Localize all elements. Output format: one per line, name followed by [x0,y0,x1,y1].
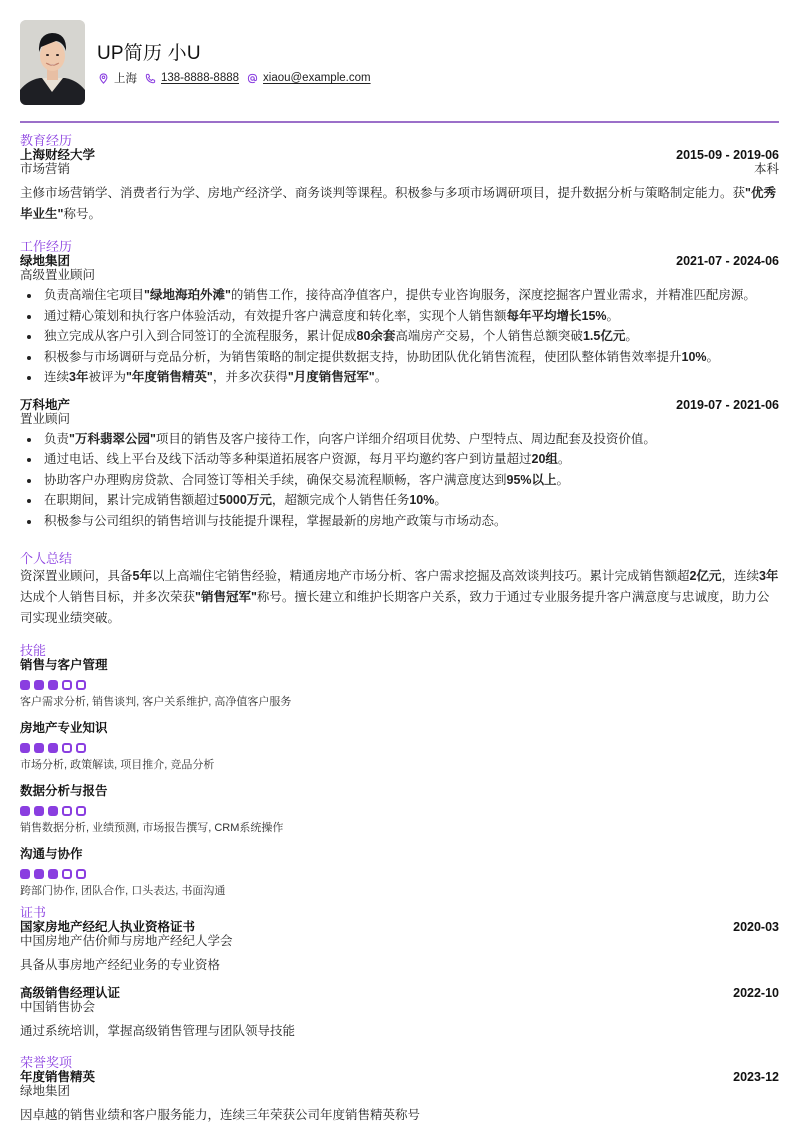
avatar [20,20,85,105]
empty-dot-icon [62,743,72,753]
filled-dot-icon [34,869,44,879]
education-dates: 2015-09 - 2019-06 [676,148,779,162]
bullet-item: 协助客户办理购房贷款、合同签订等相关手续，确保交易流程顺畅，客户满意度达到95%以上。 [20,470,779,491]
at-sign-icon [247,73,258,84]
empty-dot-icon [62,869,72,879]
empty-dot-icon [76,806,86,816]
empty-dot-icon [62,806,72,816]
resume-header [20,0,779,122]
major: 市场营销 [20,162,71,176]
filled-dot-icon [34,806,44,816]
certificate-date: 2020-03 [733,920,779,934]
school-name: 上海财经大学 [20,148,96,162]
resume-page [20,0,779,1122]
skill-name: 房地产专业知识 [20,721,108,735]
job-entry [20,398,779,532]
skills-list [20,658,779,898]
certificate-issuer: 中国房地产估价师与房地产经纪人学会 [20,934,233,948]
phone-icon [145,73,156,84]
summary-text: 资深置业顾问，具备5年以上高端住宅销售经验，精通房地产市场分析、客户需求挖掘及高效谈判技巧。累计完成销售额超2亿元，连续3年达成个人销售目标，并多次荣获"销售冠军"称号。擅长建立和维护长期客户关系，致力于通过专业服务提升客户满意度与忠诚度，助力公司实现业绩突破。 [20,569,779,625]
email [247,72,371,84]
bullet-item: 通过电话、线上平台及线下活动等多种渠道拓展客户资源，每月平均邀约客户到访量超过20组。 [20,449,779,470]
skill-name: 数据分析与报告 [20,784,108,798]
phone-link[interactable]: 138-8888-8888 [161,72,240,84]
education-header-row [20,148,779,162]
text: 主修市场营销学、消费者行为学、房地产经济学、商务谈判等课程。积极参与多项市场调研项目，提升数据分析与策略制定能力。获 [20,186,746,200]
filled-dot-icon [48,680,58,690]
section-title-certificates: 证书 [20,905,47,920]
company-name: 万科地产 [20,397,71,412]
location-text: 上海 [114,73,137,85]
skill-name: 沟通与协作 [20,847,83,861]
certificate-entry [20,986,779,1042]
filled-dot-icon [48,743,58,753]
skill-level-rating [20,743,779,753]
certificate-name: 高级销售经理认证 [20,986,121,1000]
filled-dot-icon [48,806,58,816]
skill-keywords: 市场分析, 政策解读, 项目推介, 竞品分析 [20,759,215,771]
bullet-item: 积极参与公司组织的销售培训与技能提升课程，掌握最新的房地产政策与市场动态。 [20,511,779,532]
phone [145,72,239,84]
job-bullets [20,285,779,388]
certificates-section [20,905,779,1042]
section-title-work: 工作经历 [20,239,73,254]
text-bold: "优秀 [745,186,776,200]
section-title-skills: 技能 [20,643,47,658]
job-dates: 2021-07 - 2024-06 [676,254,779,268]
job-role: 置业顾问 [20,411,71,426]
contact-info [98,70,379,86]
skill-item [20,847,779,898]
bullet-item: 在职期间，累计完成销售额超过5000万元，超额完成个人销售任务10%。 [20,490,779,511]
skill-keywords: 客户需求分析, 销售谈判, 客户关系维护, 高净值客户服务 [20,696,292,708]
skill-item [20,658,779,709]
text-bold: 毕业生" [20,207,64,221]
location [98,70,137,86]
bullet-item: 积极参与市场调研与竞品分析，为销售策略的制定提供数据支持，协助团队优化销售流程，使团队整体销售效率提升10%。 [20,347,779,368]
empty-dot-icon [76,680,86,690]
skill-level-rating [20,869,779,879]
certificate-name: 国家房地产经纪人执业资格证书 [20,920,196,934]
award-entry [20,1070,779,1126]
filled-dot-icon [20,680,30,690]
award-name: 年度销售精英 [20,1070,96,1084]
work-section [20,239,779,531]
company-name: 绿地集团 [20,254,71,268]
section-title-education: 教育经历 [20,133,73,148]
job-bullets [20,429,779,532]
skill-keywords: 跨部门协作, 团队合作, 口头表达, 书面沟通 [20,885,226,897]
skill-keywords: 销售数据分析, 业绩预测, 市场报告撰写, CRM系统操作 [20,822,284,834]
certificate-issuer: 中国销售协会 [20,1000,96,1014]
empty-dot-icon [76,869,86,879]
email-link[interactable]: xiaou@example.com [263,72,371,84]
certificate-date: 2022-10 [733,986,779,1000]
text: 称号。 [63,207,101,221]
skill-item [20,784,779,835]
education-section [20,133,779,225]
empty-dot-icon [62,680,72,690]
job-role: 高级置业顾问 [20,268,96,282]
filled-dot-icon [20,743,30,753]
certificate-entry [20,920,779,976]
location-pin-icon [98,73,109,84]
skill-level-rating [20,680,779,690]
skill-name: 销售与客户管理 [20,658,108,672]
section-title-summary: 个人总结 [20,551,73,566]
bullet-item: 通过精心策划和执行客户体验活动，有效提升客户满意度和转化率，实现个人销售额每年平均增长15%。 [20,306,779,327]
skill-item [20,721,779,772]
job-dates: 2019-07 - 2021-06 [676,397,779,412]
education-description [20,183,779,225]
degree: 本科 [753,162,779,176]
empty-dot-icon [76,743,86,753]
bullet-item: 负责"万科翡翠公园"项目的销售及客户接待工作，向客户详细介绍项目优势、户型特点、周边配套及投资价值。 [20,429,779,450]
filled-dot-icon [20,806,30,816]
certificate-description: 通过系统培训，掌握高级销售管理与团队领导技能 [20,1024,296,1038]
bullet-item: 连续3年被评为"年度销售精英"，并多次获得"月度销售冠军"。 [20,367,779,388]
award-issuer: 绿地集团 [20,1084,71,1098]
certificate-description: 具备从事房地产经纪业务的专业资格 [20,958,221,972]
job-entry [20,254,779,388]
award-date: 2023-12 [733,1070,779,1084]
candidate-name: UP简历 小U [97,43,201,64]
education-sub-row [20,162,779,177]
filled-dot-icon [20,869,30,879]
filled-dot-icon [48,869,58,879]
filled-dot-icon [34,743,44,753]
summary-section [20,551,779,629]
section-title-awards: 荣誉奖项 [20,1055,73,1070]
award-description: 因卓越的销售业绩和客户服务能力，连续三年荣获公司年度销售精英称号 [20,1108,421,1122]
skills-section [20,643,779,898]
bullet-item: 独立完成从客户引入到合同签订的全流程服务，累计促成80余套高端房产交易，个人销售总额突破1.5亿元。 [20,326,779,347]
filled-dot-icon [34,680,44,690]
header-divider [20,121,779,123]
awards-section [20,1055,779,1126]
skill-level-rating [20,806,779,816]
bullet-item: 负责高端住宅项目"绿地海珀外滩"的销售工作，接待高净值客户，提供专业咨询服务，深度挖掘客户置业需求，并精准匹配房源。 [20,285,779,306]
